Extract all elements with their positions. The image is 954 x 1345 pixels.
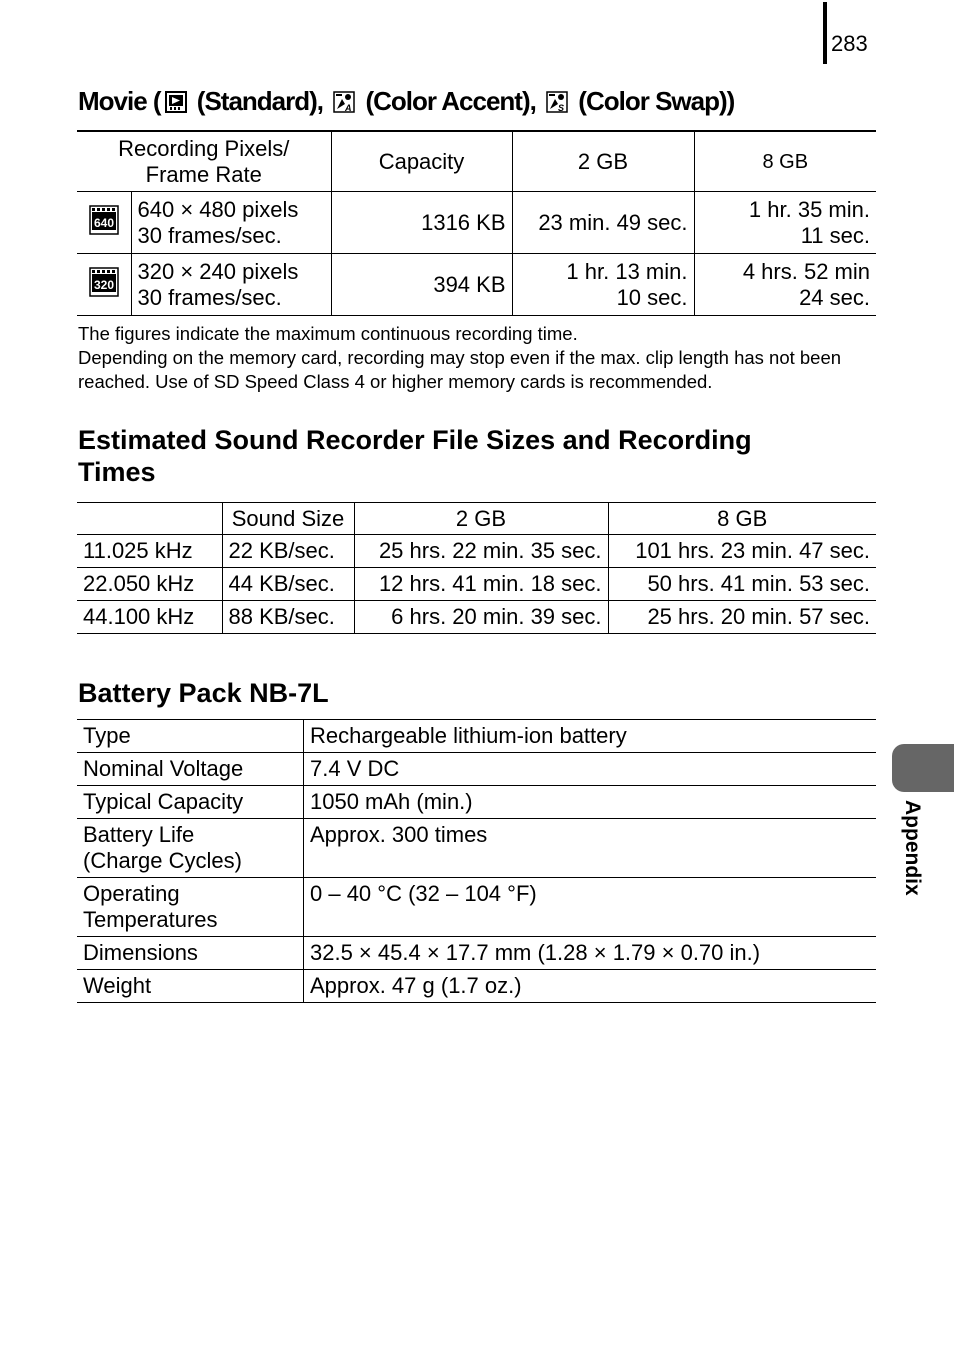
pixels-cell: 320 × 240 pixels 30 frames/sec. [131, 254, 331, 316]
time-2gb-cell: 25 hrs. 22 min. 35 sec. [354, 535, 608, 568]
spec-label: Nominal Voltage [77, 753, 304, 786]
note-memory-card: Depending on the memory card, recording may stop even if the max. clip length has not been reached. Use of SD Speed Class 4 or higher memory cards is recommended. [78, 347, 842, 392]
spec-label: Battery Life (Charge Cycles) [77, 819, 304, 878]
time-8gb-cell: 50 hrs. 41 min. 53 sec. [608, 568, 876, 601]
table-row [77, 568, 876, 601]
sample-rate-cell: 44.100 kHz [77, 601, 222, 634]
sample-rate-cell: 22.050 kHz [77, 568, 222, 601]
capacity-cell: 1316 KB [331, 192, 512, 254]
movie-heading [78, 84, 734, 118]
table-row [77, 601, 876, 634]
page-number: 283 [831, 31, 868, 56]
time-8gb-cell: 101 hrs. 23 min. 47 sec. [608, 535, 876, 568]
table-row [77, 970, 876, 1003]
sound-size-cell: 88 KB/sec. [222, 601, 354, 634]
header-sound-size: Sound Size [222, 503, 354, 535]
movie-heading-prefix: Movie ( [78, 86, 161, 116]
time-2gb-cell: 1 hr. 13 min. 10 sec. [512, 254, 694, 316]
movie-heading-standard: (Standard), [190, 86, 330, 116]
table-row [77, 720, 876, 753]
spec-value: Approx. 300 times [304, 819, 877, 878]
time-8gb-cell: 4 hrs. 52 min 24 sec. [694, 254, 876, 316]
table-header-row [77, 131, 876, 192]
table-row [77, 535, 876, 568]
spec-label: Dimensions [77, 937, 304, 970]
sound-table [77, 502, 876, 634]
resolution-640-icon [77, 192, 131, 254]
appendix-tab-label: Appendix [901, 800, 924, 896]
battery-table [77, 719, 876, 1003]
time-2gb-cell: 6 hrs. 20 min. 39 sec. [354, 601, 608, 634]
spec-value: 1050 mAh (min.) [304, 786, 877, 819]
spec-value: Approx. 47 g (1.7 oz.) [304, 970, 877, 1003]
spec-value: Rechargeable lithium-ion battery [304, 720, 877, 753]
appendix-tab[interactable] [892, 744, 954, 792]
table-row [77, 878, 876, 937]
svg-text:640: 640 [93, 215, 114, 230]
capacity-cell: 394 KB [331, 254, 512, 316]
time-2gb-cell: 12 hrs. 41 min. 18 sec. [354, 568, 608, 601]
table-row [77, 786, 876, 819]
movie-notes [78, 322, 878, 394]
sound-heading: Estimated Sound Recorder File Sizes and Recording Times [78, 425, 752, 487]
table-row [77, 192, 876, 254]
time-8gb-cell: 1 hr. 35 min. 11 sec. [694, 192, 876, 254]
svg-text:320: 320 [93, 277, 114, 292]
header-8gb: 8 GB [694, 131, 876, 192]
header-blank [77, 503, 222, 535]
header-8gb: 8 GB [608, 503, 876, 535]
sample-rate-cell: 11.025 kHz [77, 535, 222, 568]
battery-heading: Battery Pack NB-7L [78, 678, 329, 708]
sound-size-cell: 44 KB/sec. [222, 568, 354, 601]
spec-label: Weight [77, 970, 304, 1003]
movie-heading-swap: (Color Swap)) [572, 86, 735, 116]
spec-label: Typical Capacity [77, 786, 304, 819]
spec-label: Operating Temperatures [77, 878, 304, 937]
table-row [77, 937, 876, 970]
spec-label: Type [77, 720, 304, 753]
time-8gb-cell: 25 hrs. 20 min. 57 sec. [608, 601, 876, 634]
header-recording-pixels: Recording Pixels/ Frame Rate [77, 131, 331, 192]
sound-size-cell: 22 KB/sec. [222, 535, 354, 568]
resolution-320-icon [77, 254, 131, 316]
movie-heading-accent: (Color Accent), [359, 86, 543, 116]
spec-value: 0 – 40 °C (32 – 104 °F) [304, 878, 877, 937]
svg-text:S: S [558, 103, 564, 113]
page-number-bar [823, 2, 827, 64]
table-row [77, 819, 876, 878]
header-2gb: 2 GB [512, 131, 694, 192]
svg-text:A: A [345, 103, 351, 113]
table-row [77, 254, 876, 316]
color-swap-icon [546, 91, 568, 113]
movie-table [77, 130, 876, 316]
header-capacity: Capacity [331, 131, 512, 192]
table-row [77, 753, 876, 786]
spec-value: 32.5 × 45.4 × 17.7 mm (1.28 × 1.79 × 0.70 in.) [304, 937, 877, 970]
pixels-cell: 640 × 480 pixels 30 frames/sec. [131, 192, 331, 254]
time-2gb-cell: 23 min. 49 sec. [512, 192, 694, 254]
color-accent-icon [333, 91, 355, 113]
header-2gb: 2 GB [354, 503, 608, 535]
spec-value: 7.4 V DC [304, 753, 877, 786]
note-max-time: The figures indicate the maximum continuous recording time. [78, 323, 578, 344]
movie-standard-icon [165, 91, 187, 113]
table-header-row [77, 503, 876, 535]
